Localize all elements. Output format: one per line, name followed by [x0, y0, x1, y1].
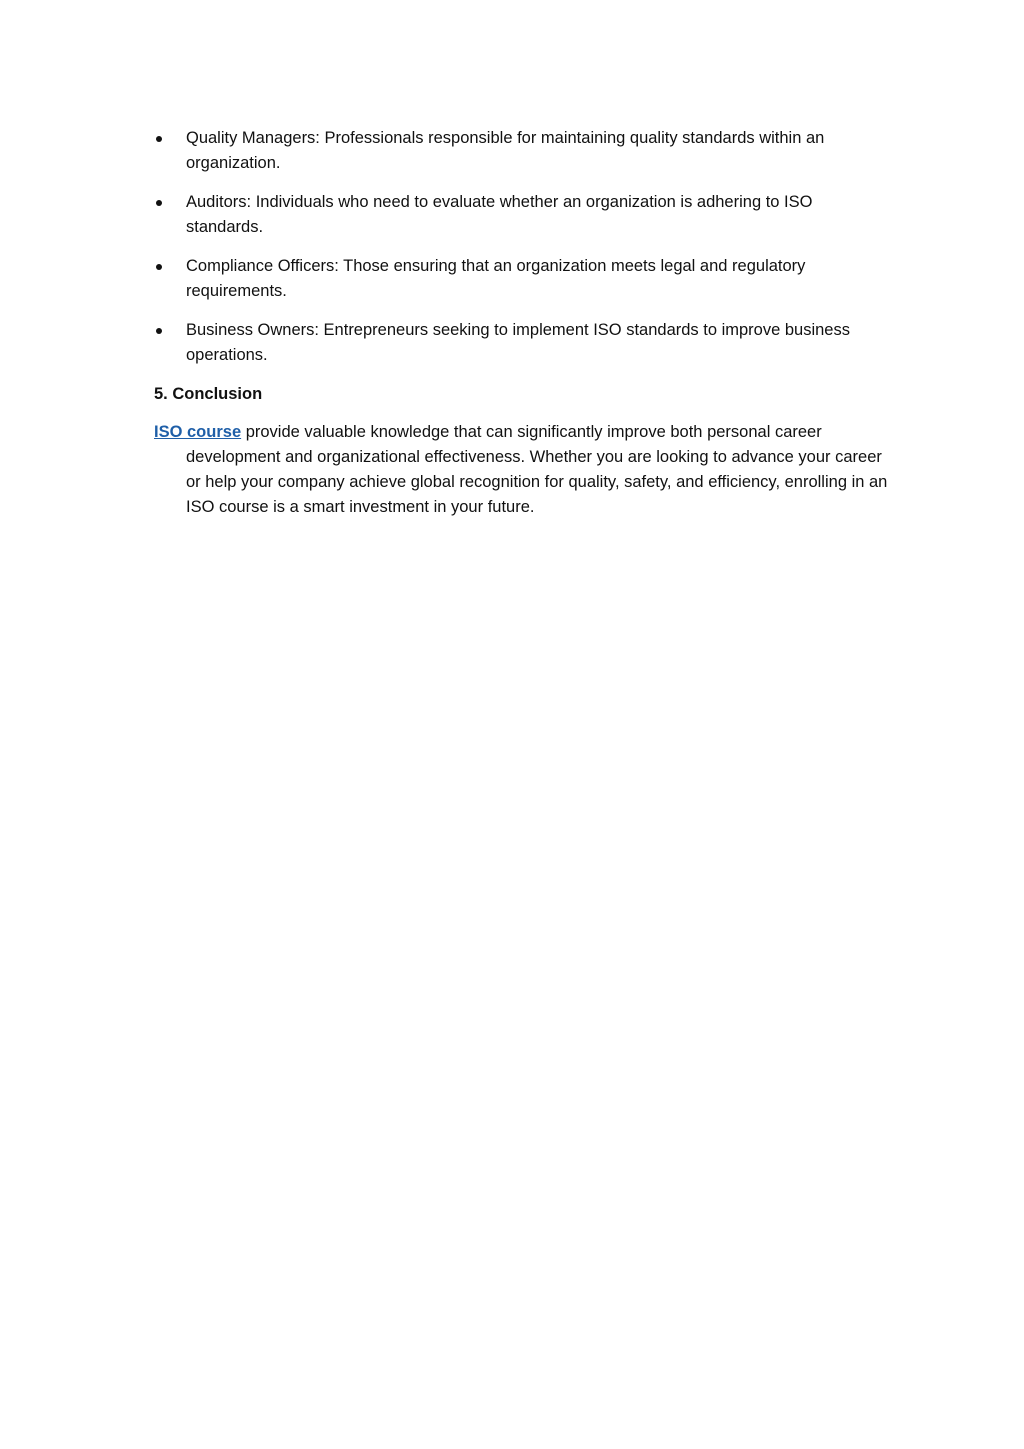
conclusion-paragraph: [154, 420, 894, 520]
list-item: [154, 126, 894, 176]
bullet-icon: [156, 328, 162, 334]
list-item-text: Compliance Officers: Those ensuring that an organization meets legal and regulatory requirements.: [186, 257, 806, 300]
bullet-icon: [156, 200, 162, 206]
document-content: [154, 126, 894, 520]
list-item: [154, 318, 894, 368]
bullet-icon: [156, 136, 162, 142]
list-item-text: Auditors: Individuals who need to evaluate whether an organization is adhering to ISO standards.: [186, 193, 813, 236]
conclusion-body-text: provide valuable knowledge that can significantly improve both personal career development and organizational effectiveness. Whether you are looking to advance your career or help your company achieve global recognition for quality, safety, and efficiency, enrolling in an ISO course is a smart investment in your future.: [186, 423, 888, 516]
list-item: [154, 254, 894, 304]
iso-course-link[interactable]: ISO course: [154, 423, 242, 441]
audience-bullet-list: [154, 126, 894, 368]
bullet-icon: [156, 264, 162, 270]
list-item-text: Business Owners: Entrepreneurs seeking to implement ISO standards to improve business operations.: [186, 321, 850, 364]
list-item: [154, 190, 894, 240]
list-item-text: Quality Managers: Professionals responsible for maintaining quality standards within an organization.: [186, 129, 825, 172]
conclusion-heading: 5. Conclusion: [154, 385, 263, 403]
